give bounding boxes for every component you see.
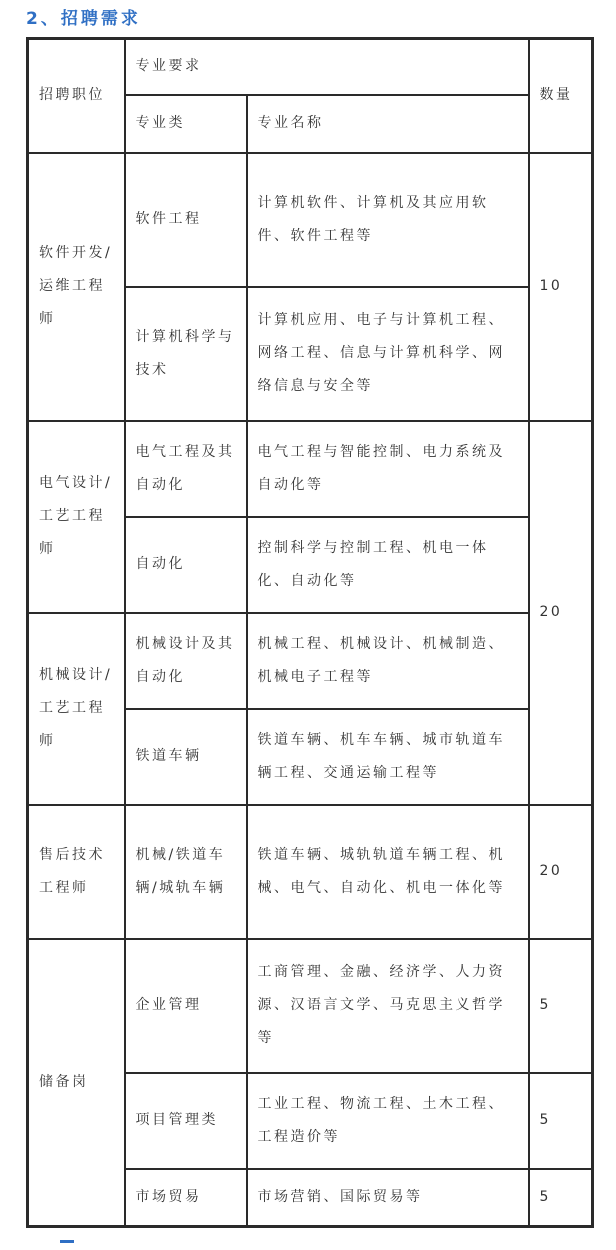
position-cell: 售后技术工程师 [28,805,125,939]
table-row [28,939,593,1073]
decorative-dash [60,1240,74,1243]
category-cell: 铁道车辆 [125,709,247,805]
header-major-requirement: 专业要求 [125,39,529,95]
table-row [28,613,593,709]
category-cell: 企业管理 [125,939,247,1073]
major-names-cell: 电气工程与智能控制、电力系统及自动化等 [247,421,529,517]
major-names-cell: 计算机软件、计算机及其应用软件、软件工程等 [247,153,529,287]
major-names-cell: 计算机应用、电子与计算机工程、网络工程、信息与计算机科学、网络信息与安全等 [247,287,529,421]
category-cell: 机械/铁道车辆/城轨车辆 [125,805,247,939]
category-cell: 市场贸易 [125,1169,247,1227]
header-major-name: 专业名称 [247,95,529,153]
major-names-cell: 工业工程、物流工程、土木工程、工程造价等 [247,1073,529,1169]
category-cell: 电气工程及其自动化 [125,421,247,517]
major-names-cell: 铁道车辆、机车车辆、城市轨道车辆工程、交通运输工程等 [247,709,529,805]
major-names-cell: 控制科学与控制工程、机电一体化、自动化等 [247,517,529,613]
position-cell: 储备岗 [28,939,125,1227]
quantity-cell: 5 [529,1073,593,1169]
recruitment-table [26,37,594,1228]
major-names-cell: 机械工程、机械设计、机械制造、机械电子工程等 [247,613,529,709]
header-major-category: 专业类 [125,95,247,153]
table-header-row [28,39,593,95]
category-cell: 机械设计及其自动化 [125,613,247,709]
category-cell: 软件工程 [125,153,247,287]
major-names-cell: 铁道车辆、城轨轨道车辆工程、机械、电气、自动化、机电一体化等 [247,805,529,939]
table-row [28,805,593,939]
major-names-cell: 工商管理、金融、经济学、人力资源、汉语言文学、马克思主义哲学等 [247,939,529,1073]
section-title: 2、招聘需求 [26,9,141,29]
quantity-cell: 10 [529,153,593,421]
table-row [28,153,593,287]
position-cell: 电气设计/工艺工程师 [28,421,125,613]
quantity-cell: 5 [529,939,593,1073]
category-cell: 自动化 [125,517,247,613]
quantity-cell: 20 [529,805,593,939]
header-quantity: 数量 [529,39,593,153]
position-cell: 机械设计/工艺工程师 [28,613,125,805]
header-position: 招聘职位 [28,39,125,153]
position-cell: 软件开发/运维工程师 [28,153,125,421]
category-cell: 项目管理类 [125,1073,247,1169]
major-names-cell: 市场营销、国际贸易等 [247,1169,529,1227]
category-cell: 计算机科学与技术 [125,287,247,421]
quantity-cell: 20 [529,421,593,805]
table-row [28,421,593,517]
quantity-cell: 5 [529,1169,593,1227]
